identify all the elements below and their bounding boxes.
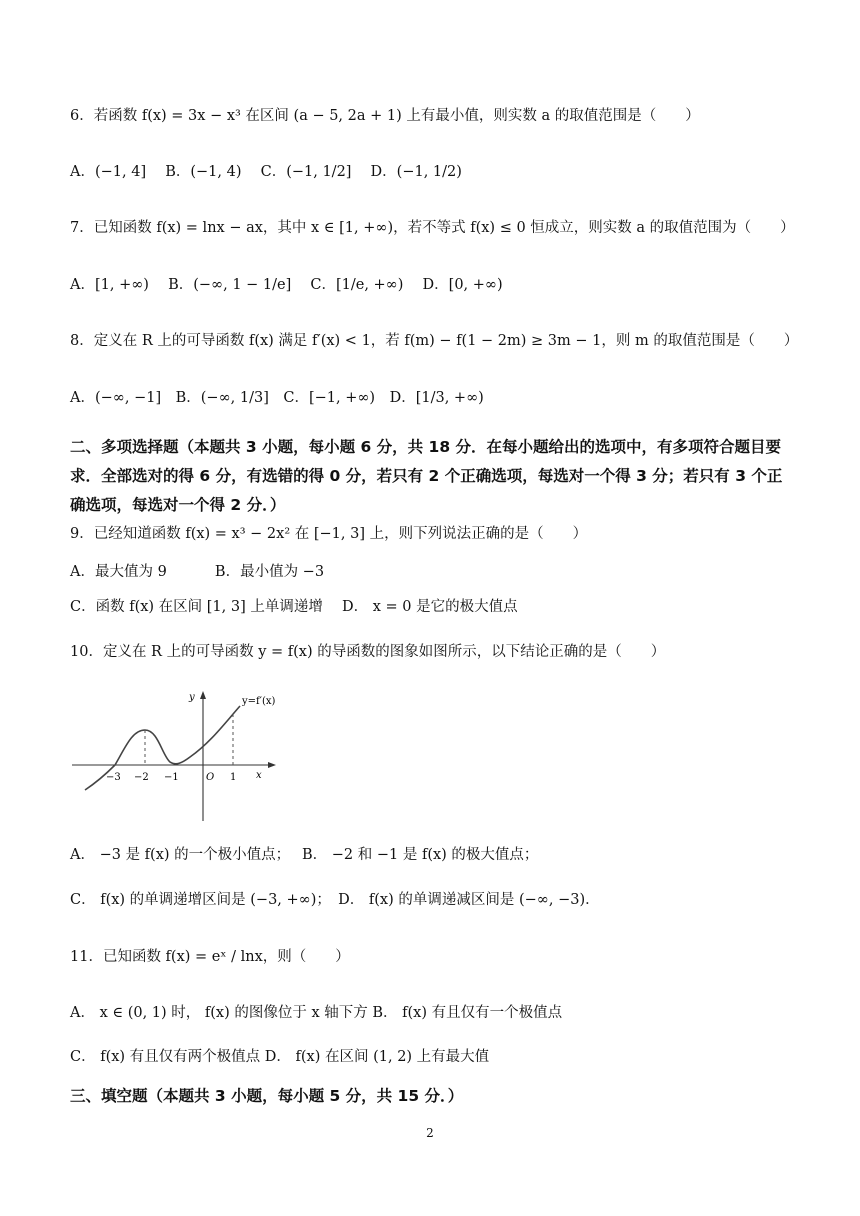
section3-heading: 三、填空题（本题共 3 小题，每小题 5 分，共 15 分．） bbox=[70, 1087, 464, 1105]
q11-options-cd: C． f(x) 有且仅有两个极值点 D． f(x) 在区间 (1, 2) 上有最大值 bbox=[70, 1049, 490, 1065]
tick-minus-2: −2 bbox=[134, 772, 149, 783]
q7-options: A．[1, +∞) B．(−∞, 1 − 1/e] C．[1/e, +∞) D．[0, +∞) bbox=[70, 277, 503, 293]
origin-label: O bbox=[206, 772, 215, 783]
x-axis-arrow bbox=[268, 762, 276, 768]
section2-heading: 二、多项选择题（本题共 3 小题，每小题 6 分，共 18 分．在每小题给出的选项中，有多项符合题目要求．全部选对的得 6 分，有选错的得 0 分，若只有 2 个正确选项，每选对一个得 3 分；若只有 3 个正确选项，每选对一个得 2 分．） bbox=[70, 438, 783, 514]
q8-options: A．(−∞, −1] B．(−∞, 1/3] C．[−1, +∞) D．[1/3, +∞) bbox=[70, 390, 484, 406]
q11-stem: 11．已知函数 f(x) = eˣ / lnx，则（ ） bbox=[70, 949, 350, 965]
q6-options: A．(−1, 4] B．(−1, 4) C．(−1, 1/2] D．(−1, 1/2) bbox=[70, 164, 462, 180]
tick-minus-3: −3 bbox=[106, 772, 121, 783]
q10-options-ab: A． −3 是 f(x) 的一个极小值点； B． −2 和 −1 是 f(x) 的极大值点； bbox=[70, 847, 539, 863]
q9-options-ab: A．最大值为 9 B．最小值为 −3 bbox=[70, 564, 325, 580]
page-number: 2 bbox=[426, 1126, 434, 1140]
derivative-graph-figure bbox=[70, 688, 280, 823]
q9-stem: 9．已经知道函数 f(x) = x³ − 2x² 在 [−1, 3] 上，则下列说法正确的是（ ） bbox=[70, 526, 588, 542]
y-axis-label: y bbox=[189, 692, 195, 703]
q6-stem: 6．若函数 f(x) = 3x − x³ 在区间 (a − 5, 2a + 1) 上有最小值，则实数 a 的取值范围是（ ） bbox=[70, 108, 700, 124]
x-axis-label: x bbox=[256, 770, 262, 781]
q11-options-ab: A． x ∈ (0, 1) 时， f(x) 的图像位于 x 轴下方 B． f(x) 有且仅有一个极值点 bbox=[70, 1005, 563, 1021]
tick-1: 1 bbox=[230, 772, 237, 783]
y-axis-arrow bbox=[200, 691, 206, 699]
q9-options-cd: C．函数 f(x) 在区间 [1, 3] 上单调递增 D． x = 0 是它的极大值点 bbox=[70, 599, 518, 615]
q7-stem: 7．已知函数 f(x) = lnx − ax，其中 x ∈ [1, +∞)，若不等式 f(x) ≤ 0 恒成立，则实数 a 的取值范围为（ ） bbox=[70, 220, 795, 236]
curve-label: y=f′(x) bbox=[242, 696, 276, 707]
q10-stem: 10．定义在 R 上的可导函数 y = f(x) 的导函数的图象如图所示，以下结论正确的是（ ） bbox=[70, 644, 666, 660]
q8-stem: 8．定义在 R 上的可导函数 f(x) 满足 f′(x) < 1，若 f(m) − f(1 − 2m) ≥ 3m − 1，则 m 的取值范围是（ ） bbox=[70, 333, 799, 349]
q10-options-cd: C． f(x) 的单调递增区间是 (−3, +∞)； D． f(x) 的单调递减区间是 (−∞, −3)． bbox=[70, 892, 600, 908]
tick-minus-1: −1 bbox=[164, 772, 179, 783]
